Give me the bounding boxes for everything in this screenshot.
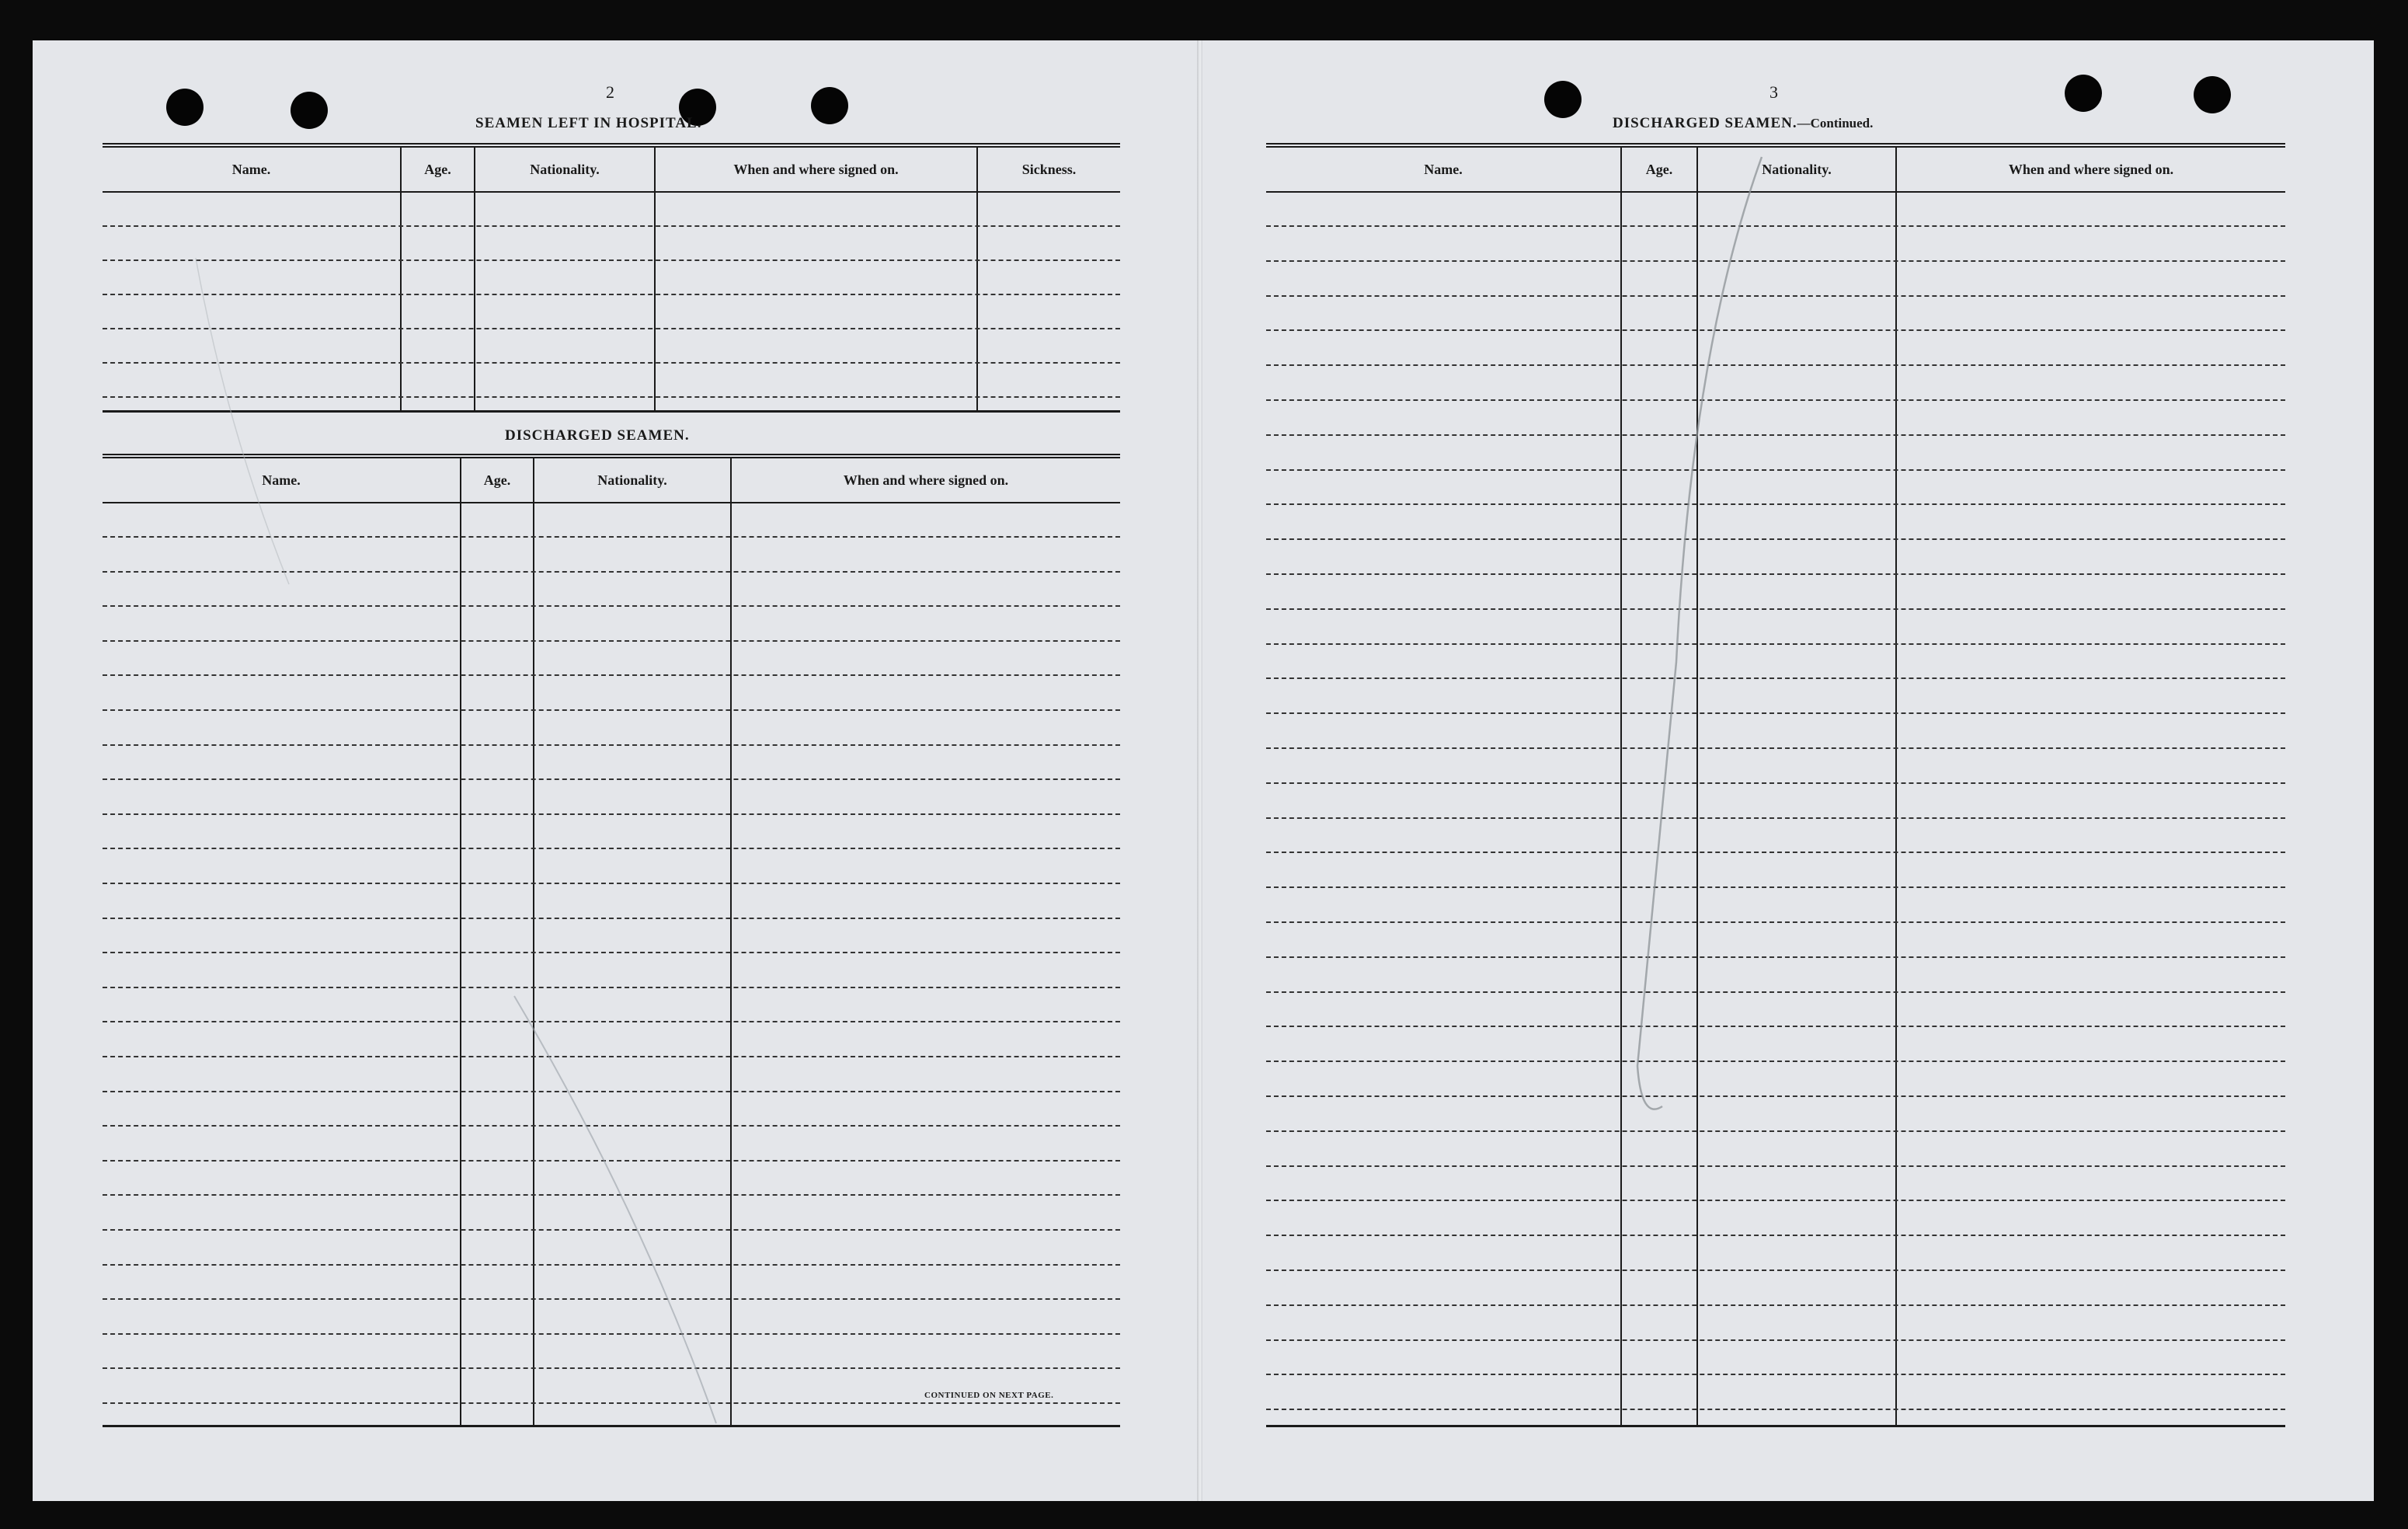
table-row (103, 396, 1120, 398)
discharged-table (103, 454, 1120, 1426)
continued-suffix: —Continued. (1797, 116, 1874, 131)
table-row (1266, 956, 2285, 958)
punch-hole (2065, 75, 2102, 112)
table-row (1266, 921, 2285, 923)
table-row (1266, 225, 2285, 227)
col-header-sickness: Sickness. (1021, 161, 1077, 177)
table-row (1266, 1235, 2285, 1236)
punch-hole (1544, 81, 1582, 118)
table-row (1266, 538, 2285, 540)
table-row (103, 813, 1120, 815)
table-row (103, 778, 1120, 780)
table-row (1266, 1200, 2285, 1201)
table-row (103, 952, 1120, 953)
table-row (103, 1229, 1120, 1231)
table-row (1266, 1165, 2285, 1167)
table-row (103, 1402, 1120, 1404)
col-header-name: Name. (1266, 148, 1622, 191)
table-row (103, 1298, 1120, 1300)
table-row (103, 674, 1120, 676)
left-page (33, 40, 1198, 1501)
table-row (1266, 991, 2285, 993)
col-header-signed-on: When and where signed on. (2008, 161, 2174, 177)
hospital-section-title: SEAMEN LEFT IN HOSPITAL. (475, 115, 702, 131)
table-row (103, 1091, 1120, 1092)
table-row (1266, 1374, 2285, 1375)
punch-hole (811, 87, 848, 124)
table-row (103, 225, 1120, 227)
table-row (1266, 503, 2285, 505)
table-row (1266, 434, 2285, 436)
table-row (1266, 1339, 2285, 1341)
table-row (103, 640, 1120, 642)
table-row (1266, 782, 2285, 784)
table-row (1266, 1026, 2285, 1027)
table-row (1266, 295, 2285, 297)
table-row (103, 744, 1120, 746)
table-row (103, 571, 1120, 573)
col-header-signed-on: When and where signed on. (843, 472, 1009, 488)
table-row (103, 1367, 1120, 1369)
table-row (1266, 260, 2285, 262)
table-row (103, 362, 1120, 364)
table-row (1266, 677, 2285, 679)
table-row (103, 1160, 1120, 1162)
table-row (103, 1021, 1120, 1022)
col-header-name: Name. (103, 148, 402, 191)
col-header-age: Age. (461, 458, 534, 502)
table-row (103, 1125, 1120, 1127)
table-row (103, 605, 1120, 607)
table-row (1266, 469, 2285, 471)
col-header-nationality: Nationality. (475, 148, 656, 191)
table-row (1266, 712, 2285, 714)
table-row (103, 294, 1120, 295)
table-row (1266, 1409, 2285, 1410)
table-row (1266, 1270, 2285, 1271)
table-row (103, 259, 1120, 261)
col-header-age: Age. (402, 148, 475, 191)
table-row (1266, 1130, 2285, 1132)
col-header-name: Name. (103, 458, 461, 502)
punch-hole (291, 92, 328, 129)
discharged-section-title: DISCHARGED SEAMEN. (505, 427, 690, 444)
table-row (1266, 852, 2285, 853)
table-row (1266, 608, 2285, 610)
table-row (103, 918, 1120, 919)
table-row (103, 1333, 1120, 1335)
table-row (1266, 747, 2285, 749)
table-row (103, 848, 1120, 849)
col-header-nationality: Nationality. (534, 458, 732, 502)
page-number: 2 (606, 82, 614, 102)
table-row (1266, 364, 2285, 366)
table-row (103, 709, 1120, 711)
page-number: 3 (1769, 82, 1778, 102)
punch-hole (2194, 76, 2231, 113)
table-row (103, 1194, 1120, 1196)
table-row (103, 1264, 1120, 1266)
table-row (1266, 1304, 2285, 1306)
table-row (1266, 329, 2285, 331)
table-row (1266, 573, 2285, 575)
discharged-continued-title (1613, 115, 1873, 132)
table-row (103, 987, 1120, 988)
col-header-age: Age. (1622, 148, 1698, 191)
table-row (1266, 1061, 2285, 1062)
hospital-table (103, 143, 1120, 412)
discharged-continued-title-text: DISCHARGED SEAMEN. (1613, 115, 1797, 131)
table-row (1266, 1095, 2285, 1097)
col-header-nationality: Nationality. (1698, 148, 1897, 191)
continued-note: CONTINUED ON NEXT PAGE. (924, 1391, 1054, 1400)
right-page (1202, 40, 2374, 1501)
col-header-signed-on: When and where signed on. (656, 148, 978, 191)
table-row (1266, 643, 2285, 645)
table-row (103, 1056, 1120, 1057)
discharged-continued-table (1266, 143, 2285, 1426)
table-row (103, 536, 1120, 538)
table-row (1266, 817, 2285, 819)
table-row (103, 328, 1120, 329)
table-row (1266, 399, 2285, 401)
table-row (1266, 886, 2285, 888)
punch-hole (166, 89, 204, 126)
table-row (103, 883, 1120, 884)
